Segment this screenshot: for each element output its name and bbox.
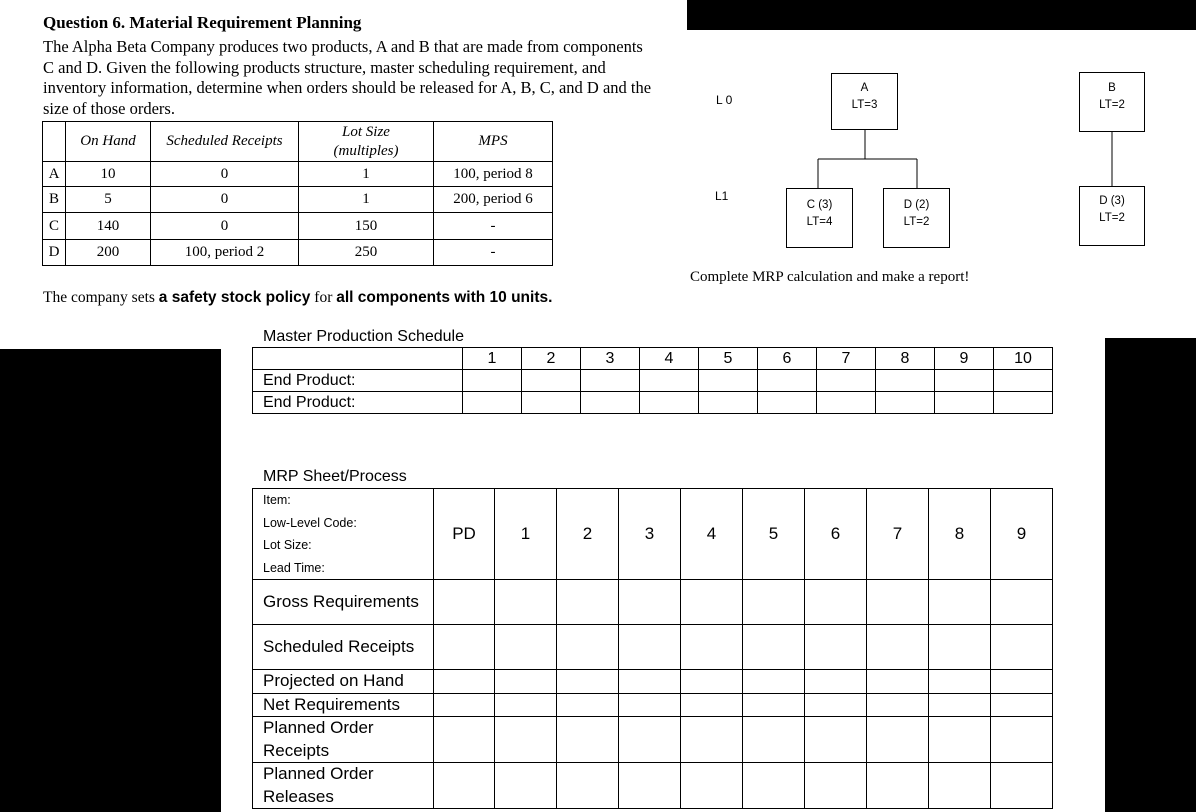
mrp-cell[interactable] xyxy=(867,763,929,809)
mps-cell[interactable] xyxy=(994,392,1053,414)
mrp-cell[interactable] xyxy=(434,670,495,694)
mrp-cell[interactable] xyxy=(805,717,867,763)
mrp-cell[interactable] xyxy=(743,717,805,763)
mrp-period-header: 7 xyxy=(867,489,929,580)
mrp-cell[interactable] xyxy=(681,717,743,763)
mrp-cell[interactable] xyxy=(434,580,495,625)
mps-table xyxy=(252,347,1053,414)
on-hand-cell: 5 xyxy=(66,187,151,213)
mps-cell: 100, period 8 xyxy=(434,162,553,187)
mps-cell[interactable] xyxy=(463,370,522,392)
mps-period-header: 6 xyxy=(758,348,817,370)
level-1-label: L1 xyxy=(715,189,729,203)
mrp-cell[interactable] xyxy=(495,625,557,670)
mps-period-header: 2 xyxy=(522,348,581,370)
mrp-cell[interactable] xyxy=(557,670,619,694)
mrp-row-planned-order-receipts: Planned Order Receipts xyxy=(253,717,434,763)
mps-cell[interactable] xyxy=(640,370,699,392)
mrp-cell[interactable] xyxy=(929,717,991,763)
mrp-cell[interactable] xyxy=(619,580,681,625)
mrp-cell[interactable] xyxy=(557,717,619,763)
info-header-on-hand: On Hand xyxy=(66,122,151,162)
item-cell: D xyxy=(43,240,66,266)
node-c xyxy=(786,188,853,248)
node-d2 xyxy=(883,188,950,248)
mrp-cell[interactable] xyxy=(619,625,681,670)
black-bar-left xyxy=(0,349,221,812)
mrp-row-net-requirements: Net Requirements xyxy=(253,693,434,717)
node-c-lt: LT=4 xyxy=(806,216,833,228)
mps-cell[interactable] xyxy=(817,392,876,414)
mrp-cell[interactable] xyxy=(867,693,929,717)
mrp-cell[interactable] xyxy=(681,580,743,625)
mps-period-header: 4 xyxy=(640,348,699,370)
mps-row-label: End Product: xyxy=(253,370,463,392)
mps-row-label: End Product: xyxy=(253,392,463,414)
mrp-cell[interactable] xyxy=(743,763,805,809)
table-row xyxy=(253,625,1053,670)
mrp-cell[interactable] xyxy=(991,717,1053,763)
mrp-meta-cell xyxy=(253,489,434,580)
mrp-instruction: Complete MRP calculation and make a report! xyxy=(690,269,970,285)
mrp-cell[interactable] xyxy=(929,625,991,670)
level-0-label: L 0 xyxy=(716,93,733,107)
mrp-cell[interactable] xyxy=(867,625,929,670)
mrp-cell[interactable] xyxy=(557,625,619,670)
mrp-cell[interactable] xyxy=(991,625,1053,670)
info-header-mps: MPS xyxy=(434,122,553,162)
mps-period-header: 5 xyxy=(699,348,758,370)
node-d2-lt: LT=2 xyxy=(903,216,930,228)
table-row xyxy=(253,392,1053,414)
node-a-name: A xyxy=(860,82,869,94)
node-d3 xyxy=(1079,186,1145,246)
mrp-cell[interactable] xyxy=(557,693,619,717)
mps-cell[interactable] xyxy=(522,370,581,392)
on-hand-cell: 10 xyxy=(66,162,151,187)
mrp-meta-item: Item: xyxy=(263,493,291,507)
safety-pre: The company sets xyxy=(43,289,159,306)
on-hand-cell: 140 xyxy=(66,213,151,240)
lot-size-cell: 250 xyxy=(299,240,434,266)
on-hand-cell: 200 xyxy=(66,240,151,266)
mrp-cell[interactable] xyxy=(991,763,1053,809)
question-body: The Alpha Beta Company produces two products, A and B that are made from components C and D. Given the following products structure, master scheduling requirement, and inventory information, determine when orders should be released for A, B, C, and D and the size of those orders. xyxy=(43,37,652,118)
scheduled-receipts-cell: 0 xyxy=(151,187,299,213)
mrp-meta-llc: Low-Level Code: xyxy=(263,515,357,530)
mrp-cell[interactable] xyxy=(867,580,929,625)
node-a-lt: LT=3 xyxy=(851,99,878,111)
mps-cell[interactable] xyxy=(994,370,1053,392)
mps-cell: - xyxy=(434,240,553,266)
lot-size-cell: 1 xyxy=(299,187,434,213)
mps-period-header: 9 xyxy=(935,348,994,370)
mrp-cell[interactable] xyxy=(991,670,1053,694)
mrp-cell[interactable] xyxy=(743,693,805,717)
mrp-cell[interactable] xyxy=(991,580,1053,625)
mrp-cell[interactable] xyxy=(495,763,557,809)
lot-size-cell: 1 xyxy=(299,162,434,187)
mps-cell[interactable] xyxy=(817,370,876,392)
mrp-period-header: 2 xyxy=(557,489,619,580)
mrp-cell[interactable] xyxy=(557,763,619,809)
mps-cell[interactable] xyxy=(935,370,994,392)
mps-cell[interactable] xyxy=(581,370,640,392)
mrp-cell[interactable] xyxy=(929,670,991,694)
mrp-cell[interactable] xyxy=(929,763,991,809)
mrp-cell[interactable] xyxy=(805,670,867,694)
mrp-row-projected-on-hand: Projected on Hand xyxy=(253,670,434,694)
mrp-cell[interactable] xyxy=(681,693,743,717)
info-header-scheduled-receipts: Scheduled Receipts xyxy=(151,122,299,162)
mrp-cell[interactable] xyxy=(743,580,805,625)
mrp-cell[interactable] xyxy=(805,580,867,625)
mrp-cell[interactable] xyxy=(867,717,929,763)
mps-cell[interactable] xyxy=(522,392,581,414)
mrp-cell[interactable] xyxy=(805,763,867,809)
mps-cell: 200, period 6 xyxy=(434,187,553,213)
mrp-cell[interactable] xyxy=(929,693,991,717)
mrp-pd-header: PD xyxy=(434,489,495,580)
mrp-cell[interactable] xyxy=(557,580,619,625)
node-d2-name: D (2) xyxy=(903,199,930,211)
black-bar-right xyxy=(1105,338,1196,812)
mrp-cell[interactable] xyxy=(495,580,557,625)
mrp-period-header: 5 xyxy=(743,489,805,580)
scheduled-receipts-cell: 0 xyxy=(151,162,299,187)
lot-size-line1: Lot Size xyxy=(342,123,390,140)
mps-period-header: 7 xyxy=(817,348,876,370)
node-b-name: B xyxy=(1108,82,1116,94)
mrp-cell[interactable] xyxy=(681,763,743,809)
mps-cell[interactable] xyxy=(876,370,935,392)
mrp-cell[interactable] xyxy=(434,625,495,670)
node-b xyxy=(1079,72,1145,132)
mrp-meta-lot: Lot Size: xyxy=(263,538,312,552)
structure-connectors xyxy=(0,0,1196,300)
item-cell: A xyxy=(43,162,66,187)
scheduled-receipts-cell: 0 xyxy=(151,213,299,240)
node-c-name: C (3) xyxy=(806,199,833,211)
mrp-cell[interactable] xyxy=(619,670,681,694)
mrp-period-header: 9 xyxy=(991,489,1053,580)
mrp-period-header: 6 xyxy=(805,489,867,580)
mrp-cell[interactable] xyxy=(991,693,1053,717)
mrp-title: MRP Sheet/Process xyxy=(263,468,407,485)
table-row xyxy=(253,370,1053,392)
mrp-cell[interactable] xyxy=(434,717,495,763)
lot-size-line2: (multiples) xyxy=(333,142,399,159)
mrp-cell[interactable] xyxy=(495,717,557,763)
mrp-cell[interactable] xyxy=(619,763,681,809)
mps-period-header: 10 xyxy=(994,348,1053,370)
mrp-period-header: 8 xyxy=(929,489,991,580)
table-row xyxy=(253,763,1053,809)
mps-cell[interactable] xyxy=(699,370,758,392)
node-d3-lt: LT=2 xyxy=(1099,212,1125,224)
mps-cell[interactable] xyxy=(935,392,994,414)
question-title: Question 6. Material Requirement Planning xyxy=(43,13,362,32)
mps-cell[interactable] xyxy=(581,392,640,414)
safety-mid: for xyxy=(310,289,337,306)
mps-cell[interactable] xyxy=(463,392,522,414)
node-b-lt: LT=2 xyxy=(1099,99,1125,111)
mps-period-header: 3 xyxy=(581,348,640,370)
mps-cell[interactable] xyxy=(758,392,817,414)
mrp-header-row xyxy=(253,489,1053,580)
table-row xyxy=(253,670,1053,694)
mps-period-header: 1 xyxy=(463,348,522,370)
mps-header-row xyxy=(253,348,1053,370)
mps-title: Master Production Schedule xyxy=(263,328,464,345)
safety-bold-policy: a safety stock policy xyxy=(158,289,311,306)
mrp-cell[interactable] xyxy=(805,625,867,670)
mrp-cell[interactable] xyxy=(743,625,805,670)
mrp-cell[interactable] xyxy=(619,717,681,763)
item-cell: B xyxy=(43,187,66,213)
mrp-cell[interactable] xyxy=(743,670,805,694)
scheduled-receipts-cell: 100, period 2 xyxy=(151,240,299,266)
lot-size-cell: 150 xyxy=(299,213,434,240)
mrp-cell[interactable] xyxy=(619,693,681,717)
mrp-cell[interactable] xyxy=(805,693,867,717)
mps-cell[interactable] xyxy=(758,370,817,392)
mps-header-blank xyxy=(253,348,463,370)
mrp-cell[interactable] xyxy=(681,625,743,670)
mrp-sheet-table xyxy=(252,488,1053,809)
table-row xyxy=(253,717,1053,763)
mps-cell[interactable] xyxy=(640,392,699,414)
mrp-row-planned-order-releases: Planned Order Releases xyxy=(253,763,434,809)
node-d3-name: D (3) xyxy=(1099,195,1125,207)
mrp-row-gross-requirements: Gross Requirements xyxy=(253,580,434,625)
mrp-meta-lt: Lead Time: xyxy=(263,560,325,575)
mps-cell[interactable] xyxy=(699,392,758,414)
table-row xyxy=(253,693,1053,717)
mrp-cell[interactable] xyxy=(867,670,929,694)
mrp-period-header: 4 xyxy=(681,489,743,580)
safety-bold-components: all components with 10 units. xyxy=(336,289,553,306)
mrp-cell[interactable] xyxy=(495,670,557,694)
mrp-row-scheduled-receipts: Scheduled Receipts xyxy=(253,625,434,670)
node-a xyxy=(831,73,898,130)
mrp-cell[interactable] xyxy=(434,693,495,717)
mps-cell[interactable] xyxy=(876,392,935,414)
mrp-period-header: 3 xyxy=(619,489,681,580)
mrp-cell[interactable] xyxy=(434,763,495,809)
mrp-period-header: 1 xyxy=(495,489,557,580)
mps-cell: - xyxy=(434,213,553,240)
mrp-cell[interactable] xyxy=(929,580,991,625)
mps-period-header: 8 xyxy=(876,348,935,370)
table-row xyxy=(253,580,1053,625)
item-cell: C xyxy=(43,213,66,240)
mrp-cell[interactable] xyxy=(495,693,557,717)
mrp-cell[interactable] xyxy=(681,670,743,694)
